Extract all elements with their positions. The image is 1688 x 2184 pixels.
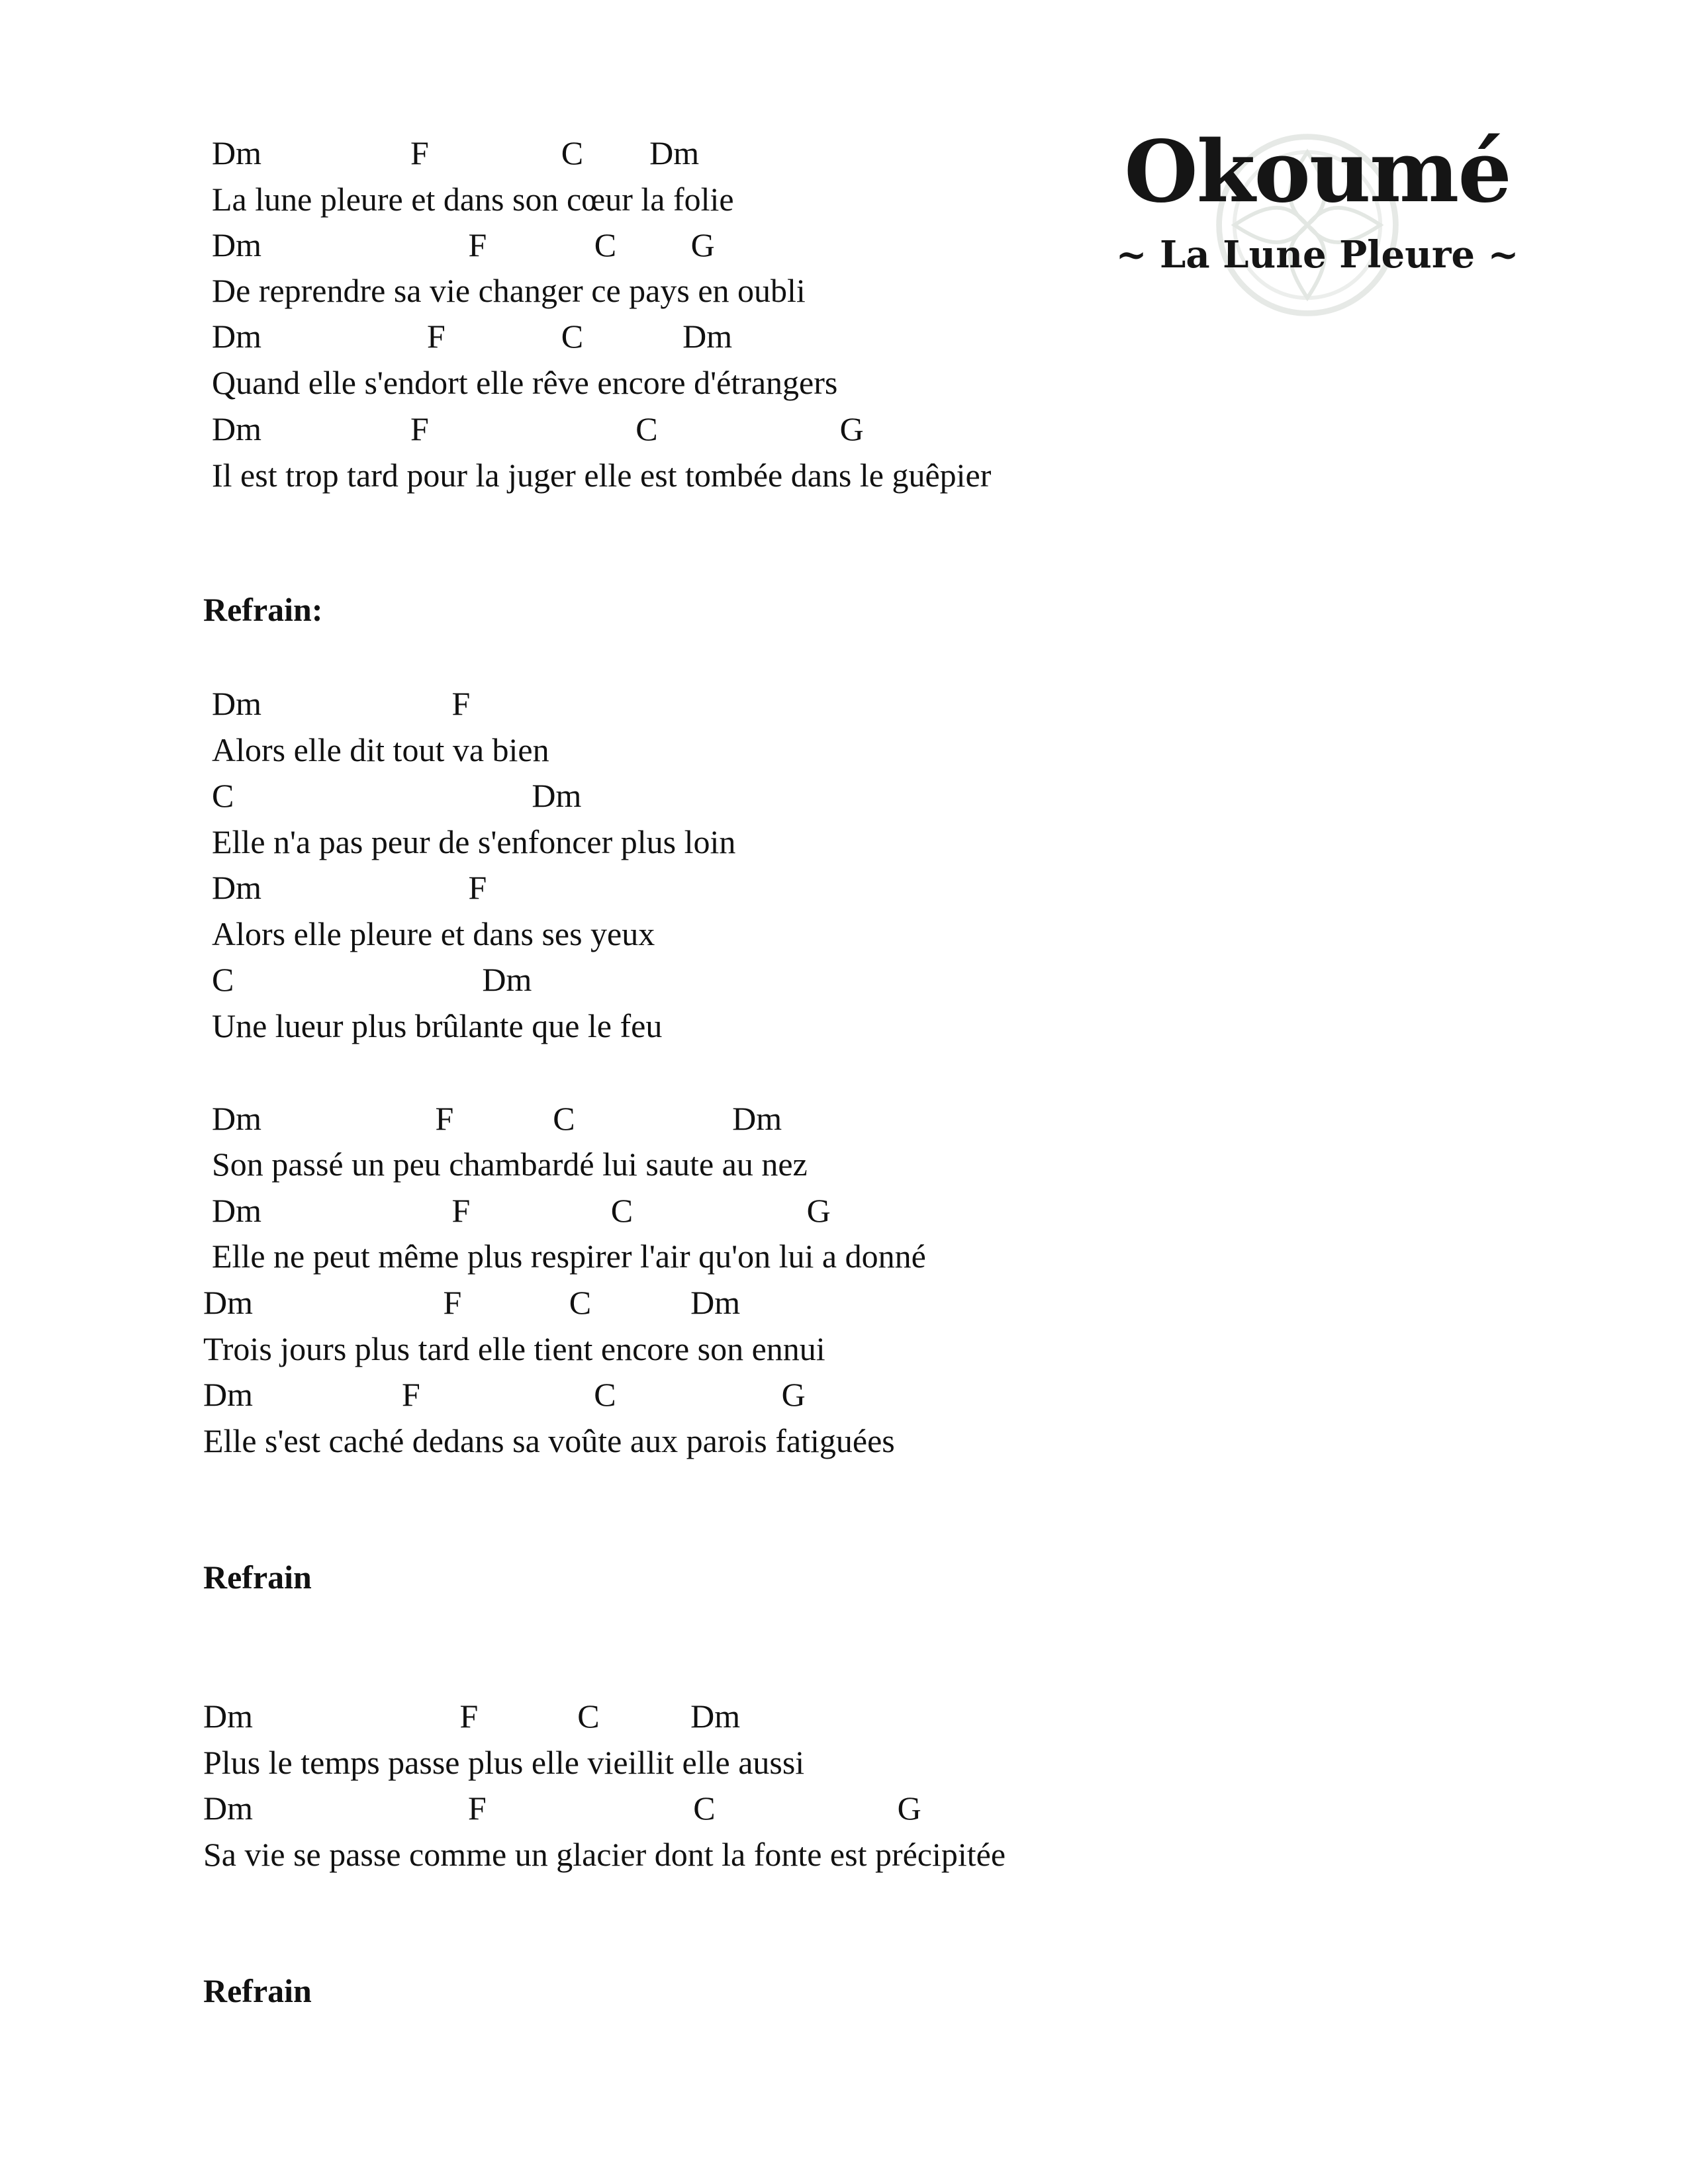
refrain-reference: Refrain <box>203 1972 312 2009</box>
chord-line: Dm F C Dm <box>203 1284 741 1321</box>
chord-line: Dm F C Dm <box>212 1100 782 1137</box>
refrain-reference: Refrain <box>203 1559 312 1596</box>
lyric-line: La lune pleure et dans son cœur la folie <box>212 181 734 218</box>
lyric-line: Quand elle s'endort elle rêve encore d'étrangers <box>212 364 838 401</box>
chord-line: C Dm <box>212 777 582 814</box>
lyric-line: Alors elle dit tout va bien <box>212 731 549 768</box>
chord-line: Dm F <box>212 869 487 906</box>
chord-line: Dm F C G <box>203 1790 921 1827</box>
chord-line: Dm F C G <box>212 1192 831 1229</box>
lyric-line: Une lueur plus brûlante que le feu <box>212 1007 663 1044</box>
chord-line: Dm F C Dm <box>212 318 733 355</box>
lyric-line: Trois jours plus tard elle tient encore son ennui <box>203 1330 825 1367</box>
lyric-line: Plus le temps passe plus elle vieillit elle aussi <box>203 1744 805 1781</box>
song-subtitle: ~ La Lune Pleure ~ <box>1115 233 1519 277</box>
chord-line: C Dm <box>212 961 532 998</box>
song-logo <box>1112 122 1523 328</box>
chord-line: Dm F <box>212 685 471 722</box>
lyric-line: Son passé un peu chambardé lui saute au nez <box>212 1146 808 1183</box>
song-artist-title: Okoumé <box>1124 122 1511 222</box>
chord-line: Dm F C G <box>212 410 864 447</box>
chord-line: Dm F C Dm <box>203 1698 741 1735</box>
refrain-heading: Refrain: <box>203 591 323 628</box>
lyric-line: De reprendre sa vie changer ce pays en oubli <box>212 272 806 309</box>
lyric-line: Alors elle pleure et dans ses yeux <box>212 915 655 952</box>
lyric-line: Elle ne peut même plus respirer l'air qu'on lui a donné <box>212 1238 926 1275</box>
chord-line: Dm F C G <box>212 226 715 263</box>
chord-line: Dm F C Dm <box>212 134 700 171</box>
lyric-line: Elle s'est caché dedans sa voûte aux parois fatiguées <box>203 1422 895 1459</box>
lyric-line: Sa vie se passe comme un glacier dont la fonte est précipitée <box>203 1836 1006 1873</box>
lyric-line: Elle n'a pas peur de s'enfoncer plus loin <box>212 823 736 860</box>
lyric-line: Il est trop tard pour la juger elle est tombée dans le guêpier <box>212 457 992 494</box>
chord-line: Dm F C G <box>203 1376 806 1413</box>
